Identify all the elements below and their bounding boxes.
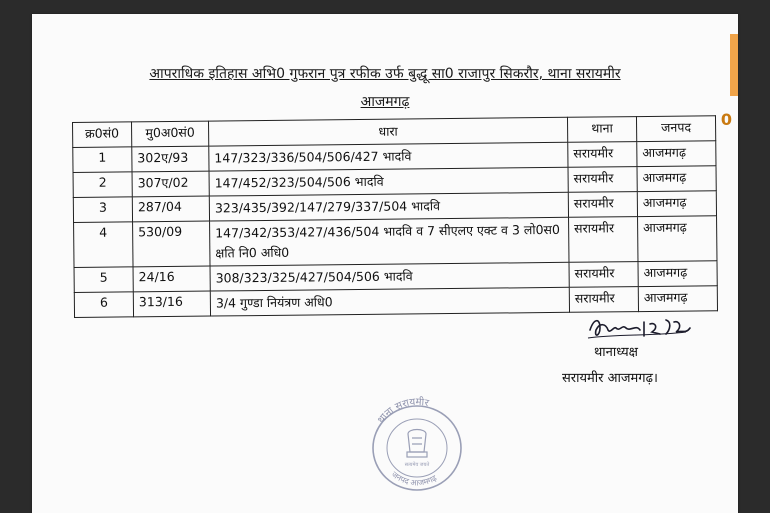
seal-bottom-text: जनपद आजमगढ़ (389, 469, 439, 488)
header-district: जनपद (636, 116, 715, 142)
seal-top-text: थाना सरायमीर (375, 396, 430, 426)
cell-case-no: 307ए/02 (132, 171, 209, 197)
cell-section: 147/342/353/427/436/504 भादवि व 7 सीएलए एक्ट व 3 लो0स0 क्षति नि0 अधि0 (210, 217, 569, 266)
signatory-designation: थानाध्यक्ष (594, 345, 639, 360)
cell-police-station: सरायमीर (568, 142, 637, 168)
cell-district: आजमगढ़ (638, 216, 717, 262)
cell-section: 323/435/392/147/279/337/504 भादवि (209, 192, 568, 221)
document-page (32, 14, 738, 513)
header-serial-no: क्र0सं0 (73, 122, 132, 148)
cell-serial-no: 5 (74, 267, 133, 293)
cell-district: आजमगढ़ (638, 286, 717, 312)
header-police-station: थाना (567, 117, 636, 143)
cell-serial-no: 6 (74, 292, 133, 318)
document-title: आपराधिक इतिहास अभि0 गुफरान पुत्र रफीक उर्फ बुद्धू सा0 राजापुर सिकरौर, थाना सरायमीर (149, 66, 621, 82)
national-emblem-icon (407, 430, 427, 458)
cell-section: 3/4 गुण्डा नियंत्रण अधि0 (210, 287, 569, 316)
signatory-location: सरायमीर आजमगढ़। (562, 371, 658, 386)
cell-case-no: 24/16 (133, 266, 210, 292)
handwritten-signature (586, 312, 696, 344)
cell-district: आजमगढ़ (638, 261, 717, 287)
cell-section: 308/323/325/427/504/506 भादवि (210, 262, 569, 291)
cell-section: 147/323/336/504/506/427 भादवि (209, 142, 568, 171)
criminal-history-table (72, 115, 718, 318)
cell-section: 147/452/323/504/506 भादवि (209, 167, 568, 196)
cell-serial-no: 3 (73, 197, 132, 223)
cell-district: आजमगढ़ (637, 191, 716, 217)
cell-serial-no: 2 (73, 172, 132, 198)
police-station-seal (362, 394, 472, 494)
cell-case-no: 302ए/93 (132, 146, 209, 172)
emblem-motto: सत्यमेव जयते (404, 462, 430, 468)
cell-police-station: सरायमीर (569, 262, 638, 288)
cell-case-no: 530/09 (133, 221, 210, 267)
cell-police-station: सरायमीर (568, 167, 637, 193)
edge-mark: 0 (720, 110, 732, 129)
header-section: धारा (208, 117, 567, 146)
cell-police-station: सरायमीर (568, 192, 637, 218)
table-row (74, 216, 717, 268)
cell-district: आजमगढ़ (637, 166, 716, 192)
header-case-no: मु0अ0सं0 (132, 121, 209, 147)
svg-text:थाना सरायमीर (376, 396, 431, 426)
cell-case-no: 313/16 (133, 291, 210, 317)
cell-serial-no: 1 (73, 147, 132, 173)
cell-district: आजमगढ़ (637, 141, 716, 167)
cell-police-station: सरायमीर (569, 287, 638, 313)
cell-serial-no: 4 (74, 222, 133, 268)
cell-case-no: 287/04 (132, 196, 209, 222)
document-title-district: आजमगढ़ (360, 94, 410, 110)
cell-police-station: सरायमीर (569, 217, 638, 263)
